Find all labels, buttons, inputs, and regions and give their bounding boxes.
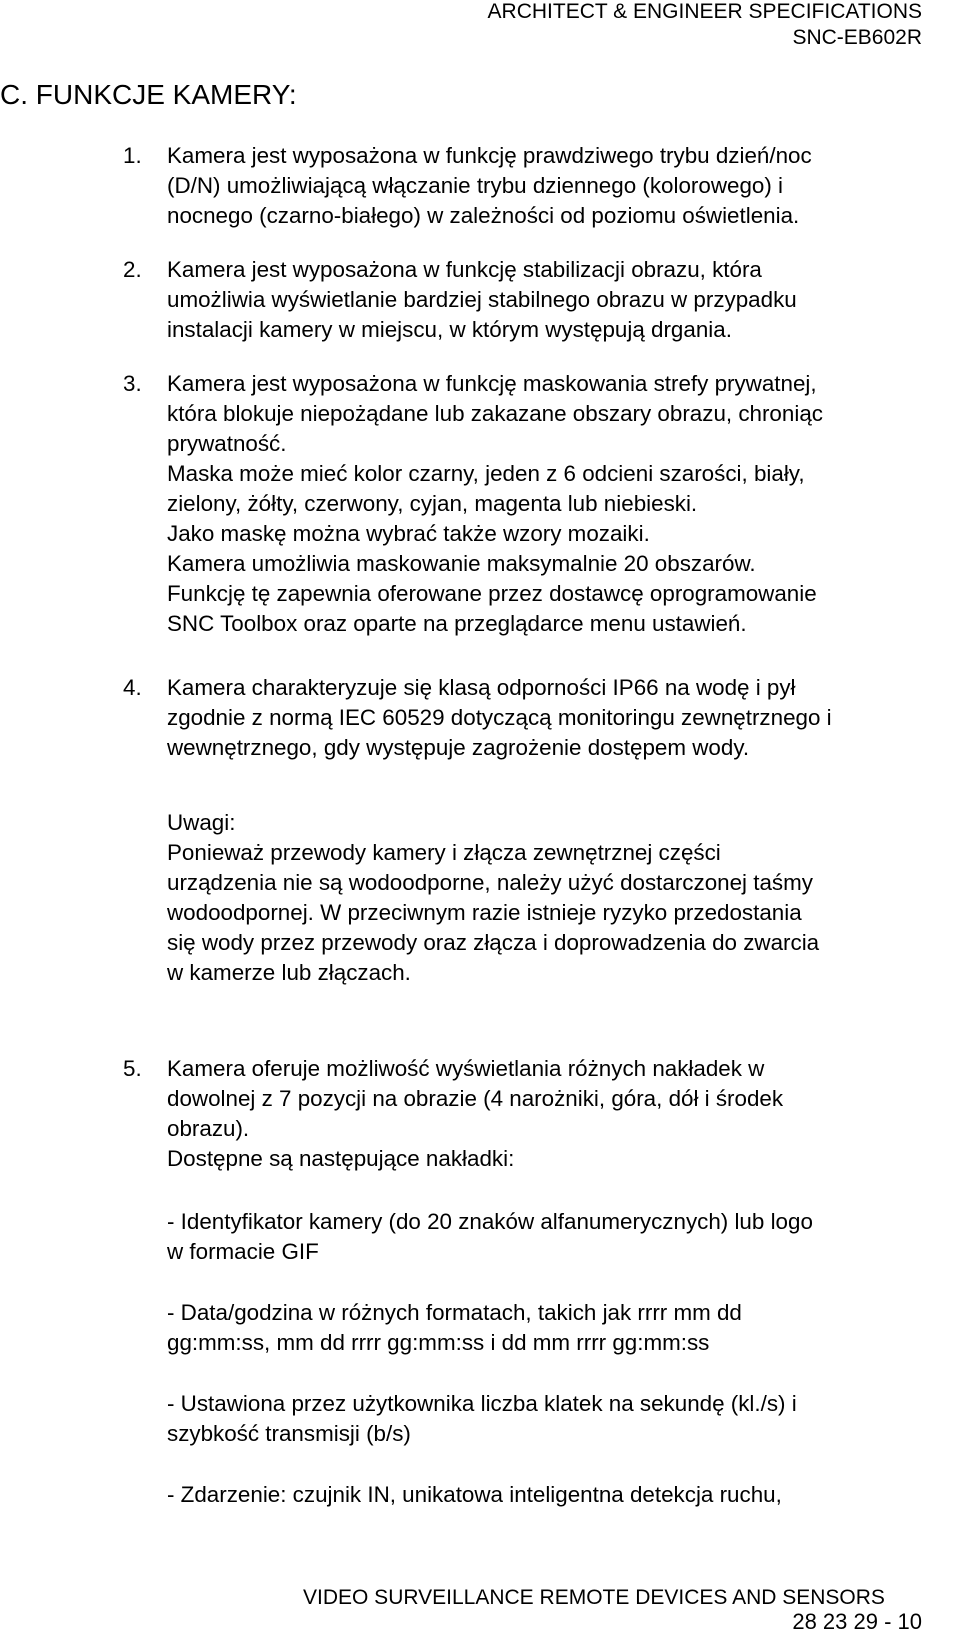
overlay-line: - Identyfikator kamery (do 20 znaków alfanumerycznych) lub logo: [167, 1209, 813, 1234]
overlay-line: gg:mm:ss, mm dd rrrr gg:mm:ss i dd mm rrrr gg:mm:ss: [167, 1330, 710, 1355]
note-line: w kamerze lub złączach.: [167, 960, 411, 985]
list-item-line: Kamera jest wyposażona w funkcję maskowania strefy prywatnej,: [167, 371, 817, 396]
list-item-number: 3.: [123, 371, 142, 396]
overlay-line: - Data/godzina w różnych formatach, takich jak rrrr mm dd: [167, 1300, 742, 1325]
overlay-item-fps-bitrate: [167, 1389, 952, 1449]
note-line: wodoodpornej. W przeciwnym razie istnieje ryzyko przedostania: [167, 900, 802, 925]
list-item-line: umożliwia wyświetlanie bardziej stabilnego obrazu w przypadku: [167, 287, 797, 312]
list-item-line: obrazu).: [167, 1116, 250, 1141]
list-item-line: nocnego (czarno-białego) w zależności od poziomu oświetlenia.: [167, 203, 800, 228]
header-title: ARCHITECT & ENGINEER SPECIFICATIONS: [487, 0, 922, 23]
footer-section-title: VIDEO SURVEILLANCE REMOTE DEVICES AND SENSORS: [303, 1586, 885, 1609]
note-line: Ponieważ przewody kamery i złącza zewnętrznej części: [167, 840, 721, 865]
overlay-line: szybkość transmisji (b/s): [167, 1421, 411, 1446]
list-item-line: instalacji kamery w miejscu, w którym występują drgania.: [167, 317, 732, 342]
list-item-line: (D/N) umożliwiającą włączanie trybu dziennego (kolorowego) i: [167, 173, 784, 198]
list-item-line: Kamera charakteryzuje się klasą odporności IP66 na wodę i pył: [167, 675, 796, 700]
overlay-line: - Zdarzenie: czujnik IN, unikatowa inteligentna detekcja ruchu,: [167, 1482, 782, 1507]
list-item-line: która blokuje niepożądane lub zakazane obszary obrazu, chroniąc: [167, 401, 823, 426]
list-item-number: 1.: [123, 143, 142, 168]
list-item-line: zgodnie z normą IEC 60529 dotyczącą monitoringu zewnętrznego i: [167, 705, 832, 730]
list-item-line: Kamera jest wyposażona w funkcję prawdziwego trybu dzień/noc: [167, 143, 812, 168]
list-item-2: [123, 255, 952, 345]
list-item-1: [123, 141, 952, 231]
list-item-number: 2.: [123, 257, 142, 282]
list-item-line: Maska może mieć kolor czarny, jeden z 6 odcieni szarości, biały,: [167, 461, 805, 486]
list-item-line: Kamera jest wyposażona w funkcję stabilizacji obrazu, która: [167, 257, 762, 282]
overlay-item-camera-id: [167, 1207, 952, 1267]
overlay-item-event: [167, 1480, 952, 1510]
list-item-line: Funkcję tę zapewnia oferowane przez dostawcę oprogramowanie: [167, 581, 817, 606]
overlay-line: - Ustawiona przez użytkownika liczba klatek na sekundę (kl./s) i: [167, 1391, 797, 1416]
note-block: [167, 808, 952, 988]
list-item-line: wewnętrznego, gdy występuje zagrożenie dostępem wody.: [167, 735, 750, 760]
list-item-number: 4.: [123, 675, 142, 700]
footer-page-number: 28 23 29 - 10: [792, 1609, 922, 1634]
note-line: urządzenia nie są wodoodporne, należy użyć dostarczonej taśmy: [167, 870, 813, 895]
list-item-line: dowolnej z 7 pozycji na obrazie (4 narożniki, góra, dół i środek: [167, 1086, 784, 1111]
list-item-number: 5.: [123, 1056, 142, 1081]
list-item-line: Kamera oferuje możliwość wyświetlania różnych nakładek w: [167, 1056, 765, 1081]
list-item-line: Jako maskę można wybrać także wzory mozaiki.: [167, 521, 650, 546]
list-item-line: zielony, żółty, czerwony, cyjan, magenta lub niebieski.: [167, 491, 698, 516]
list-item-line: prywatność.: [167, 431, 287, 456]
note-label: Uwagi:: [167, 810, 236, 835]
list-item-line: Dostępne są następujące nakładki:: [167, 1146, 515, 1171]
list-item-3: [123, 369, 952, 639]
header-model-number: SNC-EB602R: [792, 26, 922, 49]
overlay-item-datetime: [167, 1298, 952, 1358]
overlay-line: w formacie GIF: [167, 1239, 319, 1264]
section-title: C. FUNKCJE KAMERY:: [0, 79, 297, 110]
list-item-4: [123, 673, 952, 763]
list-item-line: Kamera umożliwia maskowanie maksymalnie 20 obszarów.: [167, 551, 756, 576]
list-item-line: SNC Toolbox oraz oparte na przeglądarce menu ustawień.: [167, 611, 747, 636]
note-line: się wody przez przewody oraz złącza i doprowadzenia do zwarcia: [167, 930, 820, 955]
list-item-5: [123, 1054, 952, 1174]
